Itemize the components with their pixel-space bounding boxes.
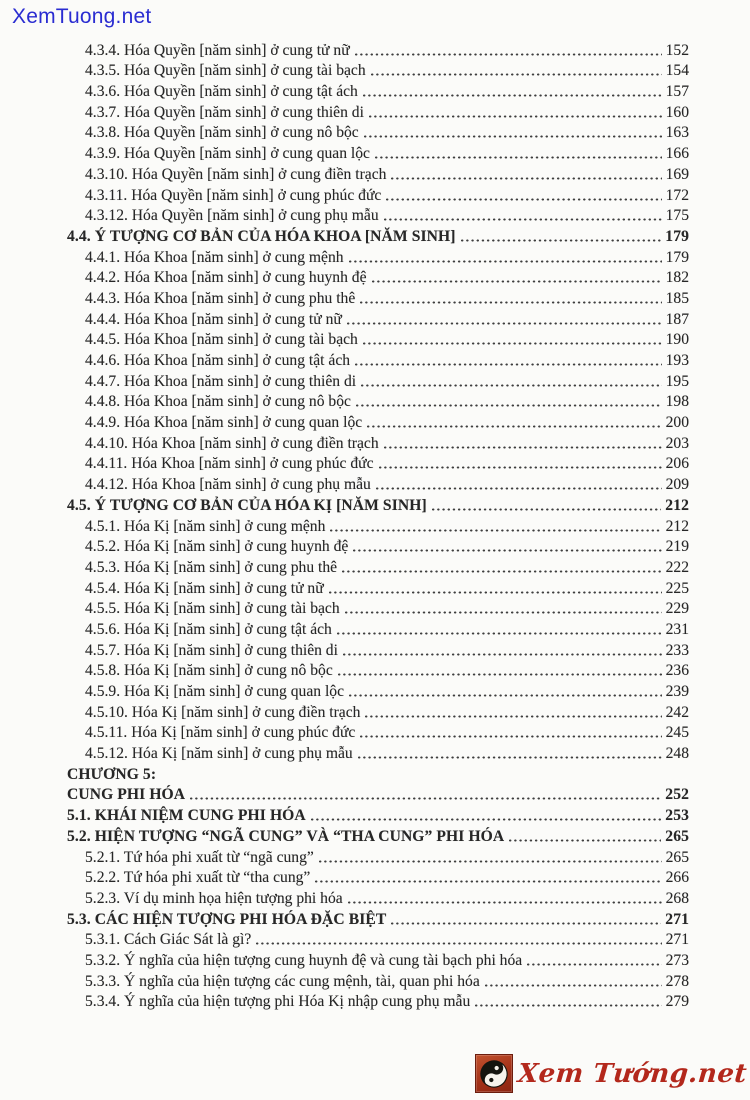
toc-page-number: 157	[665, 83, 689, 101]
toc-row	[67, 494, 689, 515]
toc-row	[67, 991, 689, 1012]
toc-entry-label: 4.4.9. Hóa Khoa [năm sinh] ở cung quan lộc	[85, 414, 363, 432]
toc-page-number: 236	[665, 662, 689, 680]
toc-row	[67, 556, 689, 577]
toc-row	[67, 639, 689, 660]
toc-entry-label: 4.4.1. Hóa Khoa [năm sinh] ở cung mệnh	[85, 248, 344, 266]
toc-entry-label: 4.3.12. Hóa Quyền [năm sinh] ở cung phụ mẫu	[85, 207, 379, 225]
toc-entry-label: 4.4.10. Hóa Khoa [năm sinh] ở cung điền trạch	[85, 434, 379, 452]
toc-page-number: 190	[665, 331, 689, 349]
toc-page-number: 252	[665, 786, 689, 804]
toc-row	[67, 329, 689, 350]
toc-page-number: 231	[665, 620, 689, 638]
toc-row	[67, 122, 689, 143]
toc-page-number: 219	[665, 538, 689, 556]
toc-entry-label: 4.4.4. Hóa Khoa [năm sinh] ở cung tử nữ	[85, 310, 342, 328]
toc-entry-label: 4.4.7. Hóa Khoa [năm sinh] ở cung thiên di	[85, 372, 357, 390]
toc-page-number: 154	[665, 62, 689, 80]
toc-row	[67, 370, 689, 391]
toc-page-number: 271	[665, 931, 689, 949]
toc-row	[67, 784, 689, 805]
toc-row	[67, 246, 689, 267]
toc-row	[67, 349, 689, 370]
toc-entry-label: 4.5.4. Hóa Kị [năm sinh] ở cung tử nữ	[85, 579, 324, 597]
toc-entry-label: 5.3.4. Ý nghĩa của hiện tượng phi Hóa Kị nhập cung phụ mẫu	[85, 993, 471, 1011]
toc-page-number: 278	[665, 972, 689, 990]
toc-entry-label: 4.3.8. Hóa Quyền [năm sinh] ở cung nô bộc	[85, 124, 359, 142]
toc-entry-label: 4.4.12. Hóa Khoa [năm sinh] ở cung phụ mẫu	[85, 476, 371, 494]
toc-row	[67, 763, 689, 784]
yin-yang-icon	[475, 1054, 513, 1093]
toc-page-number: 179	[665, 227, 689, 245]
toc-page-number: 172	[665, 186, 689, 204]
toc-entry-label: 5.3.3. Ý nghĩa của hiện tượng các cung mệnh, tài, quan phi hóa	[85, 972, 480, 990]
toc-row	[67, 680, 689, 701]
toc-page-number: 242	[665, 703, 689, 721]
toc-row	[67, 804, 689, 825]
toc-row	[67, 142, 689, 163]
footer-brand	[475, 1054, 747, 1093]
toc-entry-label: 4.5.1. Hóa Kị [năm sinh] ở cung mệnh	[85, 517, 326, 535]
toc-entry-label: 4.5.9. Hóa Kị [năm sinh] ở cung quan lộc	[85, 683, 344, 700]
toc-entry-label: 4.3.10. Hóa Quyền [năm sinh] ở cung điền trạch	[85, 165, 387, 183]
toc-page-number: 265	[665, 848, 689, 866]
toc-page-number: 187	[665, 310, 689, 328]
toc-page-number: 193	[665, 352, 689, 369]
toc-entry-label: 5.2. HIỆN TƯỢNG “NGÃ CUNG” VÀ “THA CUNG” PHI HÓA	[67, 827, 505, 845]
toc-row	[67, 515, 689, 536]
toc-page-number: 182	[665, 269, 689, 287]
toc-entry-label: 4.4. Ý TƯỢNG CƠ BẢN CỦA HÓA KHOA [NĂM SINH]	[67, 227, 456, 245]
toc-entry-label: 4.5.2. Hóa Kị [năm sinh] ở cung huynh đệ	[85, 538, 349, 556]
toc-row	[67, 970, 689, 991]
toc-row	[67, 184, 689, 205]
toc-page-number: 152	[665, 41, 689, 59]
toc-entry-label: 4.3.5. Hóa Quyền [năm sinh] ở cung tài bạch	[85, 62, 366, 80]
toc-row	[67, 432, 689, 453]
toc-row	[67, 867, 689, 888]
toc-row	[67, 908, 689, 929]
toc-row	[67, 163, 689, 184]
toc-page-number: 160	[665, 103, 689, 121]
toc-row	[67, 577, 689, 598]
toc-row	[67, 536, 689, 557]
toc-entry-label: CHƯƠNG 5:	[67, 765, 157, 783]
toc-page-number: 253	[665, 807, 689, 825]
toc-row	[67, 39, 689, 60]
toc-row	[67, 618, 689, 639]
toc-row	[67, 391, 689, 412]
toc-entry-label: 4.3.9. Hóa Quyền [năm sinh] ở cung quan lộc	[85, 145, 370, 163]
toc-page-number: 185	[665, 289, 689, 307]
toc-entry-label: 4.4.11. Hóa Khoa [năm sinh] ở cung phúc đức	[85, 455, 374, 473]
toc-row	[67, 949, 689, 970]
toc-row	[67, 887, 689, 908]
toc-entry-label: 5.2.2. Tứ hóa phi xuất từ “tha cung”	[85, 869, 311, 887]
toc-entry-label: 4.4.3. Hóa Khoa [năm sinh] ở cung phu thê	[85, 289, 356, 307]
toc-entry-label: 5.1. KHÁI NIỆM CUNG PHI HÓA	[67, 807, 306, 825]
toc-entry-label: 4.4.5. Hóa Khoa [năm sinh] ở cung tài bạch	[85, 331, 358, 349]
toc-entry-label: 4.4.6. Hóa Khoa [năm sinh] ở cung tật ách	[85, 352, 351, 369]
watermark-site-name: XemTuong.net	[12, 5, 152, 28]
toc-entry-label: 4.4.2. Hóa Khoa [năm sinh] ở cung huynh đệ	[85, 269, 367, 287]
toc-entry-label: 4.3.11. Hóa Quyền [năm sinh] ở cung phúc đức	[85, 186, 382, 204]
toc-entry-label: 4.5.6. Hóa Kị [năm sinh] ở cung tật ách	[85, 620, 332, 638]
toc-row	[67, 308, 689, 329]
toc-page-number: 229	[665, 600, 689, 618]
toc-entry-label: 4.4.8. Hóa Khoa [năm sinh] ở cung nô bộc	[85, 393, 351, 411]
toc-row	[67, 267, 689, 288]
toc-page-number: 279	[665, 993, 689, 1011]
toc-row	[67, 929, 689, 950]
toc-entry-label: 5.3.1. Cách Giác Sát là gì?	[85, 931, 252, 949]
toc-page-number: 209	[665, 476, 689, 494]
toc-entry-label: 5.2.3. Ví dụ minh họa hiện tượng phi hóa	[85, 889, 343, 907]
toc-entry-label: 4.3.4. Hóa Quyền [năm sinh] ở cung tử nữ	[85, 41, 350, 59]
toc-entry-label: 4.5.3. Hóa Kị [năm sinh] ở cung phu thê	[85, 558, 338, 576]
toc-entry-label: 4.5.7. Hóa Kị [năm sinh] ở cung thiên di	[85, 641, 338, 659]
toc-page-number: 212	[665, 496, 689, 514]
toc-entry-label: 4.5.10. Hóa Kị [năm sinh] ở cung điền trạch	[85, 703, 361, 721]
toc-page-number: 175	[665, 207, 689, 225]
toc-page-number: 222	[665, 558, 689, 576]
toc-row	[67, 225, 689, 246]
toc-row	[67, 411, 689, 432]
toc-entry-label: 4.5.12. Hóa Kị [năm sinh] ở cung phụ mẫu	[85, 745, 353, 763]
toc-page-number: 198	[665, 393, 689, 411]
toc-list	[67, 39, 689, 1011]
toc-row	[67, 742, 689, 763]
toc-entry-label: 4.3.7. Hóa Quyền [năm sinh] ở cung thiên di	[85, 103, 364, 121]
toc-row	[67, 722, 689, 743]
toc-page-number: 200	[665, 414, 689, 432]
toc-entry-label: 5.2.1. Tứ hóa phi xuất từ “ngã cung”	[85, 848, 314, 866]
toc-page-number: 166	[665, 145, 689, 163]
toc-page-number: 163	[665, 124, 689, 142]
toc-page-number: 268	[665, 889, 689, 907]
toc-row	[67, 825, 689, 846]
toc-row	[67, 287, 689, 308]
toc-page-number: 206	[665, 455, 689, 473]
toc-page-number: 179	[665, 248, 689, 266]
toc-row	[67, 846, 689, 867]
toc-page-number: 233	[665, 641, 689, 659]
toc-page-number: 203	[665, 434, 689, 452]
toc-page-number: 245	[665, 724, 689, 742]
toc-entry-label: 4.3.6. Hóa Quyền [năm sinh] ở cung tật ách	[85, 83, 358, 101]
toc-row	[67, 205, 689, 226]
toc-row	[67, 598, 689, 619]
toc-entry-label: 4.5. Ý TƯỢNG CƠ BẢN CỦA HÓA KỊ [NĂM SINH]	[67, 496, 427, 514]
toc-page-number: 212	[665, 517, 689, 535]
toc-row	[67, 453, 689, 474]
toc-row	[67, 101, 689, 122]
toc-row	[67, 660, 689, 681]
toc-page-number: 239	[665, 683, 689, 700]
toc-entry-label: 5.3. CÁC HIỆN TƯỢNG PHI HÓA ĐẶC BIỆT	[67, 910, 387, 928]
toc-entry-label: 4.5.8. Hóa Kị [năm sinh] ở cung nô bộc	[85, 662, 333, 680]
toc-entry-label: 4.5.5. Hóa Kị [năm sinh] ở cung tài bạch	[85, 600, 340, 618]
footer-brand-text: Xem Tướng.net	[516, 1058, 749, 1089]
toc-entry-label: 4.5.11. Hóa Kị [năm sinh] ở cung phúc đức	[85, 724, 356, 742]
toc-entry-label: CUNG PHI HÓA	[67, 786, 186, 804]
toc-page-number: 225	[665, 579, 689, 597]
toc-row	[67, 60, 689, 81]
toc-page-number: 169	[665, 165, 689, 183]
toc-page-number: 273	[665, 951, 689, 969]
toc-row	[67, 80, 689, 101]
toc-entry-label: 5.3.2. Ý nghĩa của hiện tượng cung huynh đệ và cung tài bạch phi hóa	[85, 951, 523, 969]
toc-page-number: 195	[665, 372, 689, 390]
toc-page-number: 266	[665, 869, 689, 887]
toc-row	[67, 701, 689, 722]
toc-row	[67, 473, 689, 494]
toc-page-number: 265	[665, 827, 689, 845]
toc-page-number: 248	[665, 745, 689, 763]
toc-page-number: 271	[665, 910, 689, 928]
